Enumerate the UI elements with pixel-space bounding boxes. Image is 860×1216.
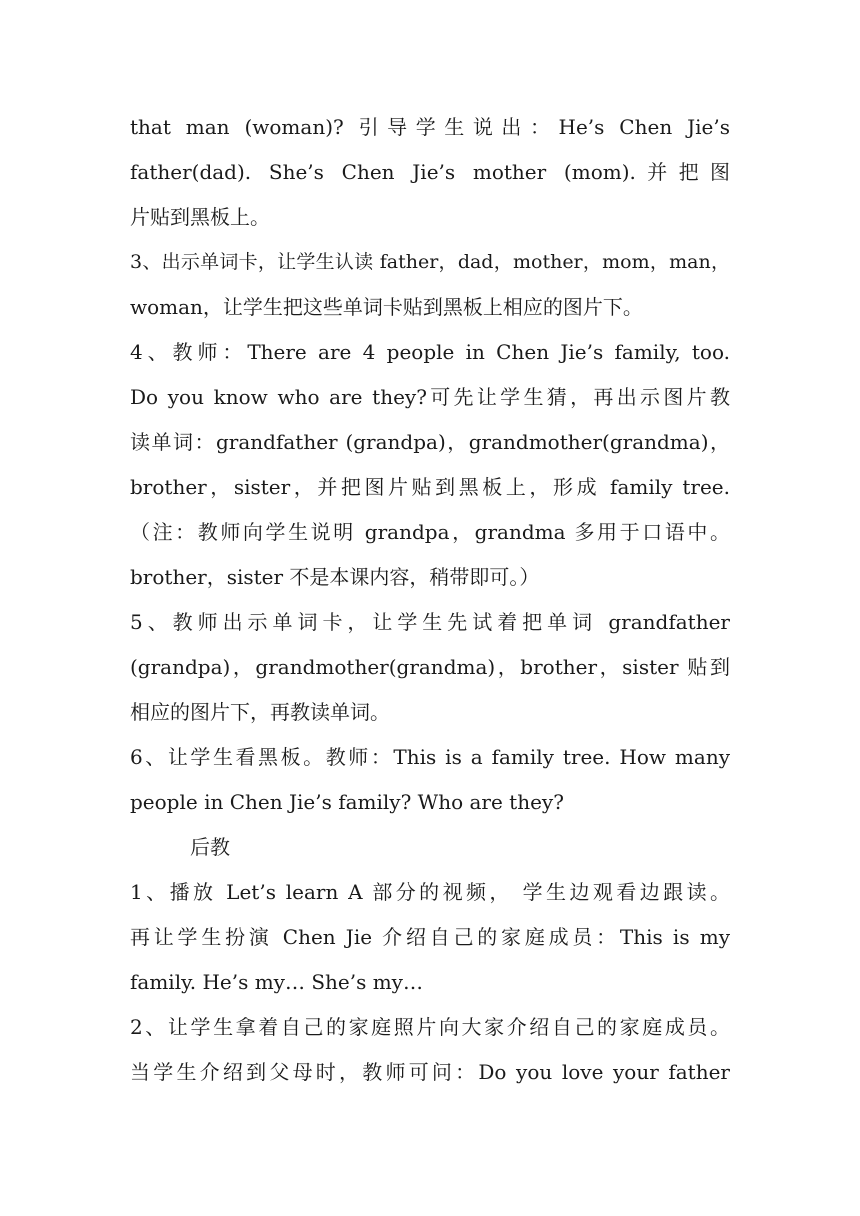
text-line: father(dad). She’s Chen Jie’s mother (mom).并把图 [130,160,730,184]
text-line: brother，sister，并把图片贴到黑板上，形成 family tree. [130,475,730,499]
text-line: 3、出示单词卡，让学生认读 father，dad，mother，mom，man， [130,251,730,273]
text-line: 片贴到黑板上。 [130,205,270,229]
text-line: brother，sister 不是本课内容，稍带即可。） [130,565,540,589]
text-line: that man (woman)? 引导学生说出：He’s Chen Jie’s [130,115,730,139]
text-line: 当学生介绍到父母时，教师可问：Do you love your father [130,1060,730,1084]
text-line: woman，让学生把这些单词卡贴到黑板上相应的图片下。 [130,295,643,319]
text-line: 6、让学生看黑板。教师：This is a family tree. How many [130,745,730,769]
text-line: 2、让学生拿着自己的家庭照片向大家介绍自己的家庭成员。 [130,1015,730,1039]
text-line: 再让学生扮演 Chen Jie 介绍自己的家庭成员：This is my [130,925,730,949]
text-line: 5、教师出示单词卡，让学生先试着把单词 grandfather [130,610,730,634]
text-line: 1、播放 Let’s learn A 部分的视频， 学生边观看边跟读。 [130,880,730,904]
text-line: （注：教师向学生说明 grandpa，grandma 多用于口语中。 [130,520,730,544]
text-line: family. He’s my… She’s my… [130,970,423,994]
text-line: people in Chen Jie’s family? Who are they? [130,790,564,814]
text-line: 相应的图片下，再教读单词。 [130,700,390,724]
text-line: Do you know who are they?可先让学生猜，再出示图片教 [130,385,730,409]
section-heading: 后教 [190,835,230,859]
text-line: 4、教师：There are 4 people in Chen Jie’s family, too. [130,340,730,364]
text-line: (grandpa)，grandmother(grandma)，brother，sister 贴到 [130,655,730,679]
text-line: 读单词：grandfather (grandpa)，grandmother(grandma)， [130,430,730,454]
